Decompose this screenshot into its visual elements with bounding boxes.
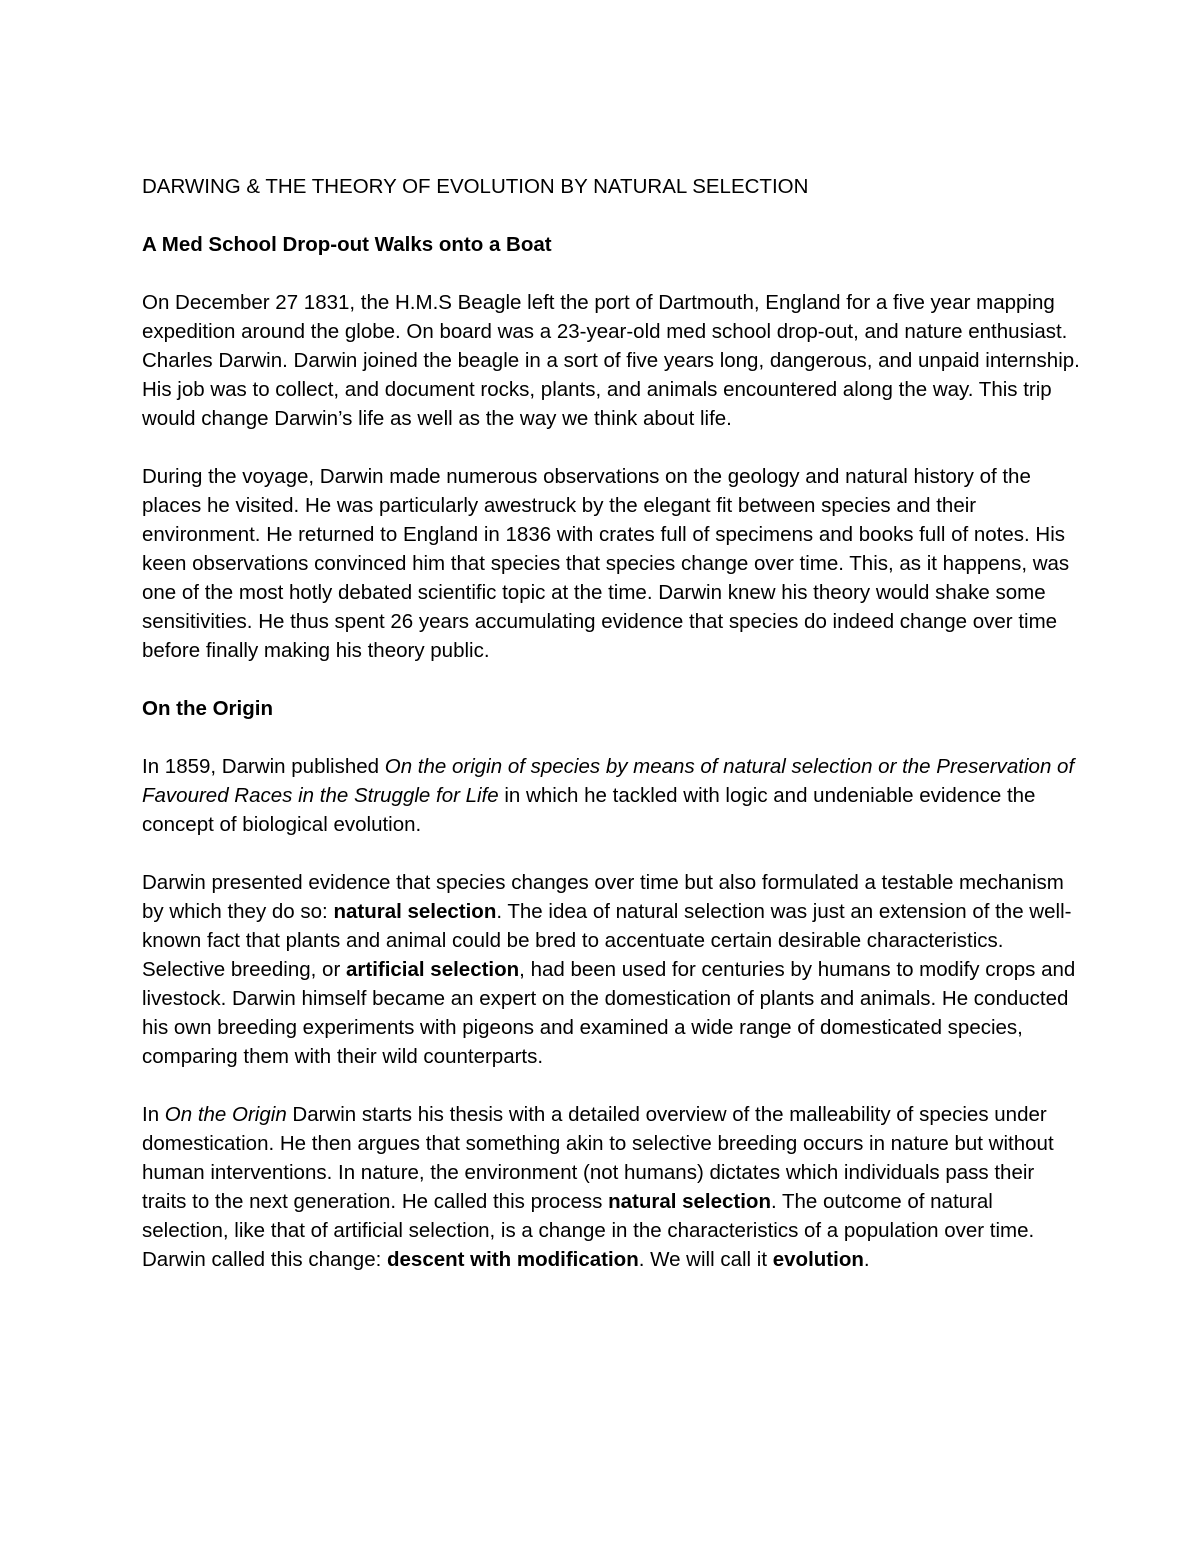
- section-heading-on-the-origin: On the Origin: [142, 697, 273, 720]
- paragraph-voyage-intro: On December 27 1831, the H.M.S Beagle left the port of Dartmouth, England for a five year mapping expedition around the globe. On board was a 23-year-old med school drop-out, and nature enthusiast. Charles Darwin. Darwin joined the beagle in a sort of five years long, dangerous, and unpaid internship. His job was to collect, and document rocks, plants, and animals encountered along the way. This trip would change Darwin’s life as well as the way we think about life.: [142, 291, 1080, 430]
- paragraph-voyage-observations: During the voyage, Darwin made numerous observations on the geology and natural history of the places he visited. He was particularly awestruck by the elegant fit between species and their environment. He returned to England in 1836 with crates full of specimens and books full of notes. His keen observations convinced him that species that species change over time. This, as it happens, was one of the most hotly debated scientific topic at the time. Darwin knew his theory would shake some sensitivities. He thus spent 26 years accumulating evidence that species do indeed change over time before finally making his theory public.: [142, 465, 1070, 662]
- text-run: in which he tackled with logic and undeniable evidence the concept of biological evolution.: [142, 784, 1036, 836]
- document-page: [142, 172, 1082, 1303]
- term-artificial-selection: artificial selection: [345, 958, 520, 981]
- book-title-italic: On the Origin: [164, 1103, 287, 1126]
- text-run: . The outcome of natural selection, like that of artificial selection, is a change in the characteristics of a population over time. Darwin called this change:: [142, 1190, 1035, 1271]
- book-title-italic: On the origin of species by means of natural selection or the Preservation of Favoured Races in the Struggle for Life: [142, 755, 1075, 807]
- text-run: In 1859, Darwin published: [142, 755, 385, 778]
- text-run: Darwin presented evidence that species changes over time but also formulated a testable mechanism by which they do so:: [142, 871, 1064, 923]
- section-heading-med-school: A Med School Drop-out Walks onto a Boat: [142, 233, 552, 256]
- term-descent-with-modification: descent with modification: [387, 1248, 639, 1271]
- text-run: . The idea of natural selection was just an extension of the well-known fact that plants and animal could be bred to accentuate certain desirable characteristics. Selective breeding, or: [142, 900, 1072, 981]
- text-run: . We will call it: [638, 1248, 773, 1271]
- text-run: Darwin starts his thesis with a detailed overview of the malleability of species under domestication. He then argues that something akin to selective breeding occurs in nature but without human interventions. In nature, the environment (not humans) dictates which individuals pass their traits to the next generation. He called this process: [142, 1103, 1054, 1213]
- term-evolution: evolution: [772, 1248, 864, 1271]
- text-run: , had been used for centuries by humans to modify crops and livestock. Darwin himself became an expert on the domestication of plants and animals. He conducted his own breeding experiments with pigeons and examined a wide range of domesticated species, comparing them with their wild counterparts.: [142, 958, 1076, 1068]
- paragraph-publication: [142, 752, 1082, 839]
- term-natural-selection: natural selection: [608, 1190, 771, 1213]
- paragraph-natural-selection: [142, 868, 1082, 1071]
- paragraph-thesis: [142, 1100, 1082, 1274]
- document-title: DARWING & THE THEORY OF EVOLUTION BY NATURAL SELECTION: [142, 175, 809, 198]
- text-run: .: [863, 1248, 870, 1271]
- text-run: In: [142, 1103, 165, 1126]
- term-natural-selection: natural selection: [333, 900, 497, 923]
